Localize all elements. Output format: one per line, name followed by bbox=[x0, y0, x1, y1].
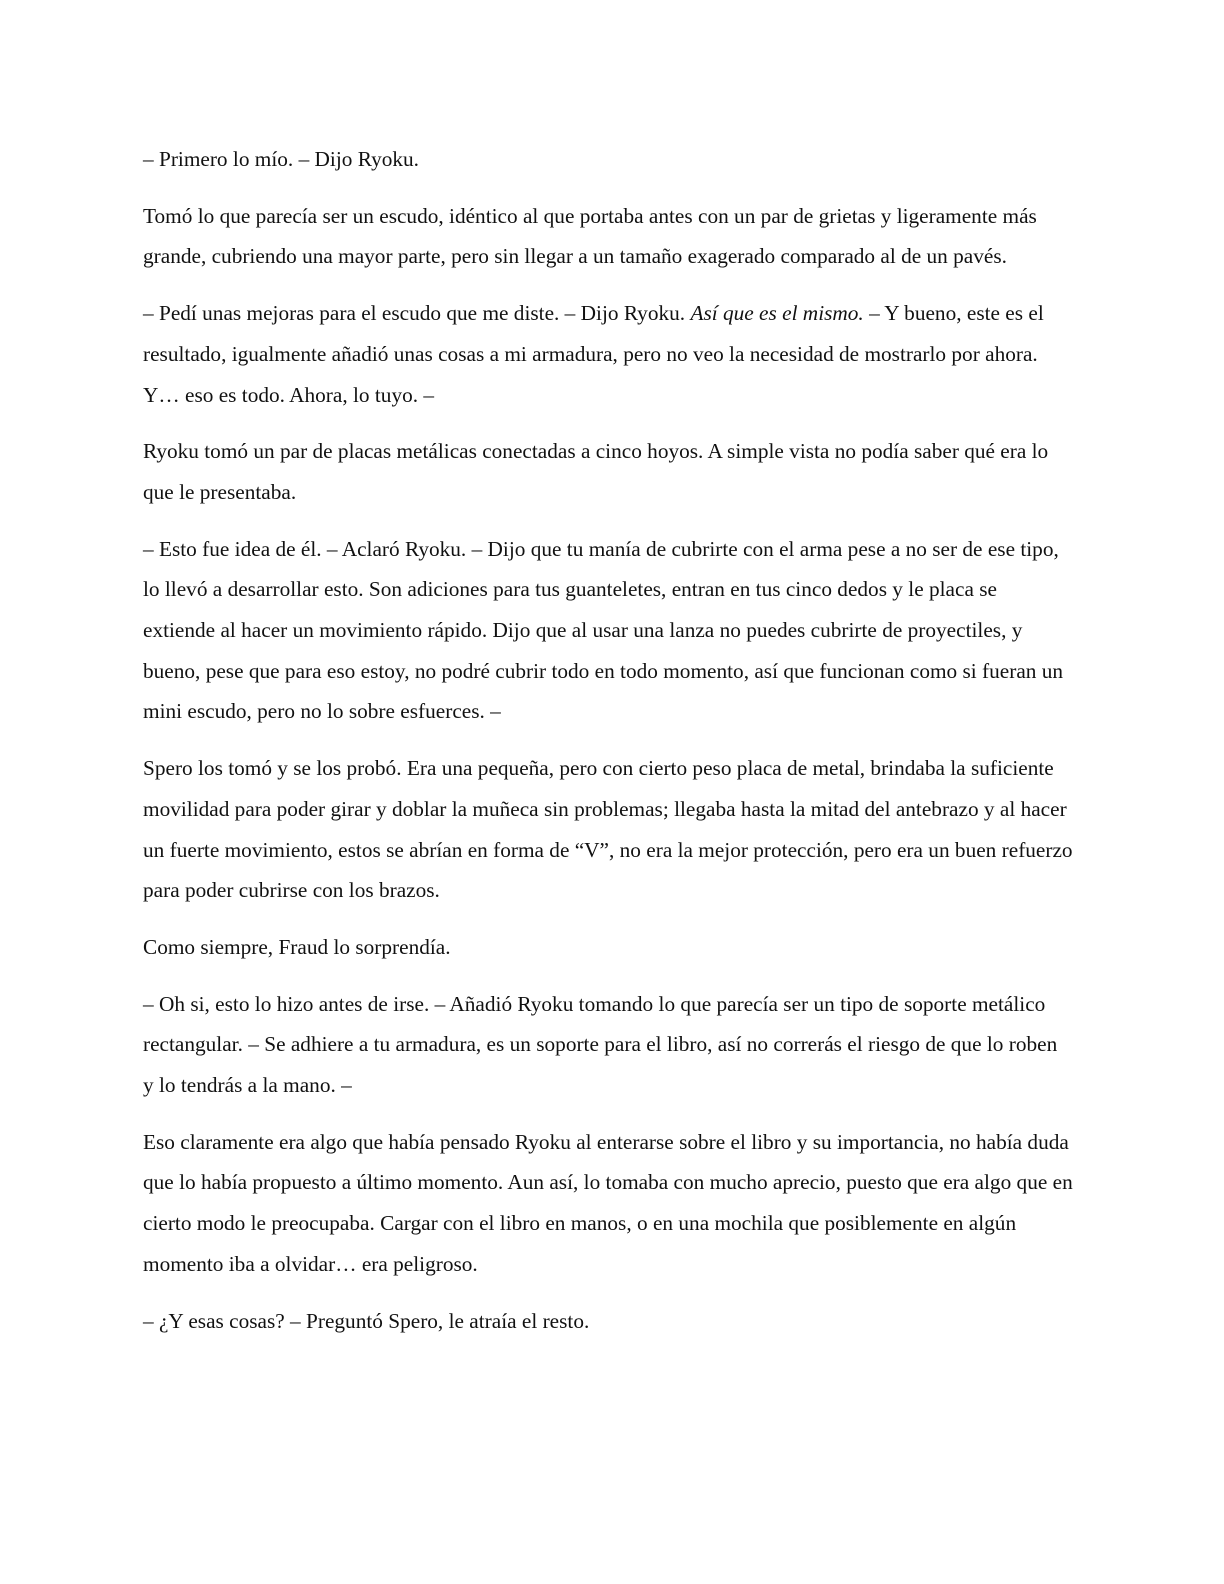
paragraph: – Oh si, esto lo hizo antes de irse. – Añadió Ryoku tomando lo que parecía ser un tipo de soporte metálico rectangular. – Se adhiere a tu armadura, es un soporte para el libro, así no correrás el riesgo de que lo roben y lo tendrás a la mano. – bbox=[143, 991, 1058, 1098]
paragraph: – Esto fue idea de él. – Aclaró Ryoku. – Dijo que tu manía de cubrirte con el arma pese a no ser de ese tipo, lo llevó a desarrollar esto. Son adiciones para tus guanteletes, entran en tus cinco dedos y le placa se extiende al hacer un movimiento rápido. Dijo que al usar una lanza no puedes cubrirte de proyectiles, y bueno, pese que para eso estoy, no podré cubrir todo en todo momento, así que funcionan como si fueran un mini escudo, pero no lo sobre esfuerces. – bbox=[143, 536, 1064, 724]
paragraph-text: – Pedí unas mejoras para el escudo que me diste. – Dijo Ryoku. bbox=[143, 301, 691, 326]
paragraph: Spero los tomó y se los probó. Era una pequeña, pero con cierto peso placa de metal, brindaba la suficiente movilidad para poder girar y doblar la muñeca sin problemas; llegaba hasta la mitad del antebrazo y al hacer un fuerte movimiento, estos se abrían en forma de “V”, no era la mejor protección, pero era un buen refuerzo para poder cubrirse con los brazos. bbox=[143, 756, 1073, 903]
paragraph: Eso claramente era algo que había pensado Ryoku al enterarse sobre el libro y su importancia, no había duda que lo había propuesto a último momento. Aun así, lo tomaba con mucho aprecio, puesto que era algo que en cierto modo le preocupaba. Cargar con el libro en manos, o en una mochila que posiblemente en algún momento iba a olvidar… era peligroso. bbox=[143, 1129, 1073, 1276]
italic-thought: Así que es el mismo. bbox=[690, 301, 864, 326]
paragraph: Como siempre, Fraud lo sorprendía. bbox=[143, 934, 451, 959]
paragraph: Tomó lo que parecía ser un escudo, idéntico al que portaba antes con un par de grietas y ligeramente más grande, cubriendo una mayor parte, pero sin llegar a un tamaño exagerado comparado al de un pavés. bbox=[143, 203, 1037, 269]
paragraph bbox=[143, 293, 1073, 415]
paragraph: – Primero lo mío. – Dijo Ryoku. bbox=[143, 147, 420, 171]
paragraph: – ¿Y esas cosas? – Preguntó Spero, le atraía el resto. bbox=[143, 1308, 590, 1333]
paragraph: Ryoku tomó un par de placas metálicas conectadas a cinco hoyos. A simple vista no podía saber qué era lo que le presentaba. bbox=[143, 439, 1049, 504]
document-page bbox=[143, 139, 1073, 1357]
paragraph-text: – Y bueno, este es el resultado, igualmente añadió unas cosas a mi armadura, pero no veo la necesidad de mostrarlo por ahora. Y… eso es todo. Ahora, lo tuyo. – bbox=[143, 301, 1044, 407]
